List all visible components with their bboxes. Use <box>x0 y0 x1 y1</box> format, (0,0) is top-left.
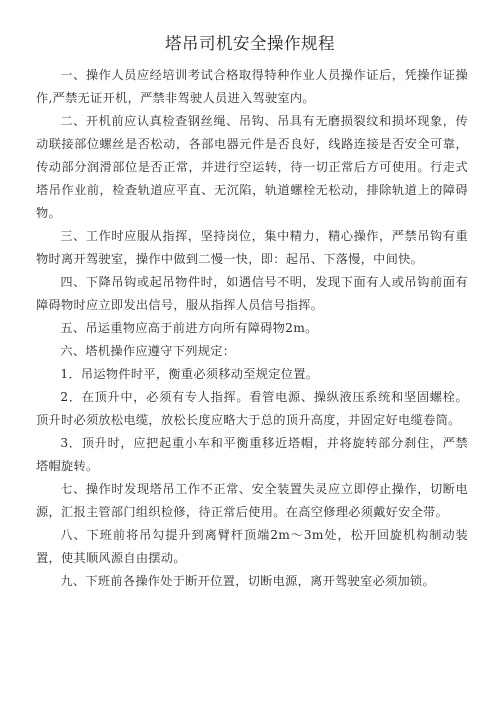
sub-item-1: 1．吊运物件时平，衡重必须移动至规定位置。 <box>60 367 319 381</box>
paragraph-2: 二、开机前应认真检查钢丝绳、吊钩、吊具有无磨损裂纹和损坏现象，传动联接部位螺丝是否松动，各部电器元件是否良好，线路连接是否安全可靠，传动部分润滑部位是否正常，并进行空运转，待一切正常后方可使用。行走式塔吊作业前，检查轨道应平直、无沉陷，轨道螺栓无松动，排除轨道上的障碍物。 <box>36 114 468 220</box>
paragraph-6: 六、塔机操作应遵守下列规定： <box>60 344 236 358</box>
paragraph-8: 八、下班前将吊勾提升到离臂杆顶端2m～3m处，松开回旋机构制动装置，使其顺风源自由摆动。 <box>36 528 468 565</box>
paragraph-4: 四、下降吊钩或起吊物件时，如遇信号不明，发现下面有人或吊钩前面有障碍物时应立即发出信号，服从指挥人员信号指挥。 <box>36 275 468 312</box>
paragraph-9: 九、下班前各操作处于断开位置，切断电源，离开驾驶室必须加锁。 <box>60 574 436 588</box>
document-body <box>36 64 468 593</box>
paragraph-1: 一、操作人员应经培训考试合格取得特种作业人员操作证后，凭操作证操作,严禁无证开机，严禁非驾驶人员进入驾驶室内。 <box>36 68 468 105</box>
sub-item-2: 2．在顶升中，必须有专人指挥。看管电源、操纵液压系统和坚固螺栓。顶升时必须放松电缆，放松长度应略大于总的顶升高度，并固定好电缆卷筒。 <box>36 390 468 427</box>
paragraph-5: 五、吊运重物应高于前进方向所有障碍物2m。 <box>60 321 318 335</box>
paragraph-3: 三、工作时应服从指挥，坚持岗位，集中精力，精心操作，严禁吊钩有重物时离开驾驶室，操作中做到二慢一快，即：起吊、下落慢，中间快。 <box>36 229 468 266</box>
document-title: 塔吊司机安全操作规程 <box>165 34 335 53</box>
sub-item-3: 3．顶升时，应把起重小车和平衡重移近塔帽，并将旋转部分刹住，严禁塔帽旋转。 <box>36 436 468 473</box>
paragraph-7: 七、操作时发现塔吊工作不正常、安全装置失灵应立即停止操作，切断电源，汇报主管部门组织检修，待正常后使用。在高空修理必须戴好安全带。 <box>36 482 468 519</box>
